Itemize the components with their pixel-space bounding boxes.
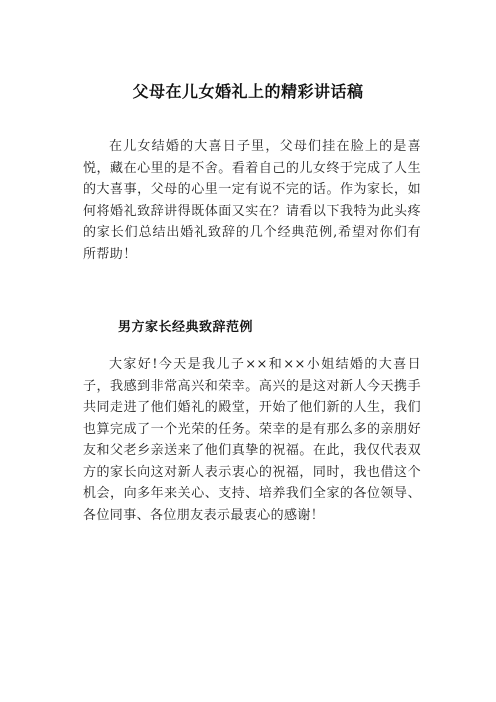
section-heading: 男方家长经典致辞范例 [118,320,254,335]
section-paragraph: 大家好!今天是我儿子××和××小姐结婚的大喜日子，我感到非常高兴和荣幸。高兴的是这对新人今天携手共同走进了他们婚礼的殿堂，开始了他们新的人生，我们也算完成了一个光荣的任务。荣幸的是有那么多的亲朋好友和父老乡亲送来了他们真挚的祝福。在此，我仅代表双方的家长向这对新人表示衷心的祝福，同时，我也借这个机会，向多年来关心、支持、培养我们全家的各位领导、各位同事、各位朋友表示最衷心的感谢！ [83,357,421,523]
document-title: 父母在儿女婚礼上的精彩讲话稿 [132,81,364,101]
intro-paragraph: 在儿女结婚的大喜日子里，父母们挂在脸上的是喜悦，藏在心里的是不舍。看着自己的儿女终于完成了人生的大喜事，父母的心里一定有说不完的话。作为家长，如何将婚礼致辞讲得既体面又实在？请看以下我特为此头疼的家长们总结出婚礼致辞的几个经典范例,希望对你们有所帮助！ [83,139,421,262]
